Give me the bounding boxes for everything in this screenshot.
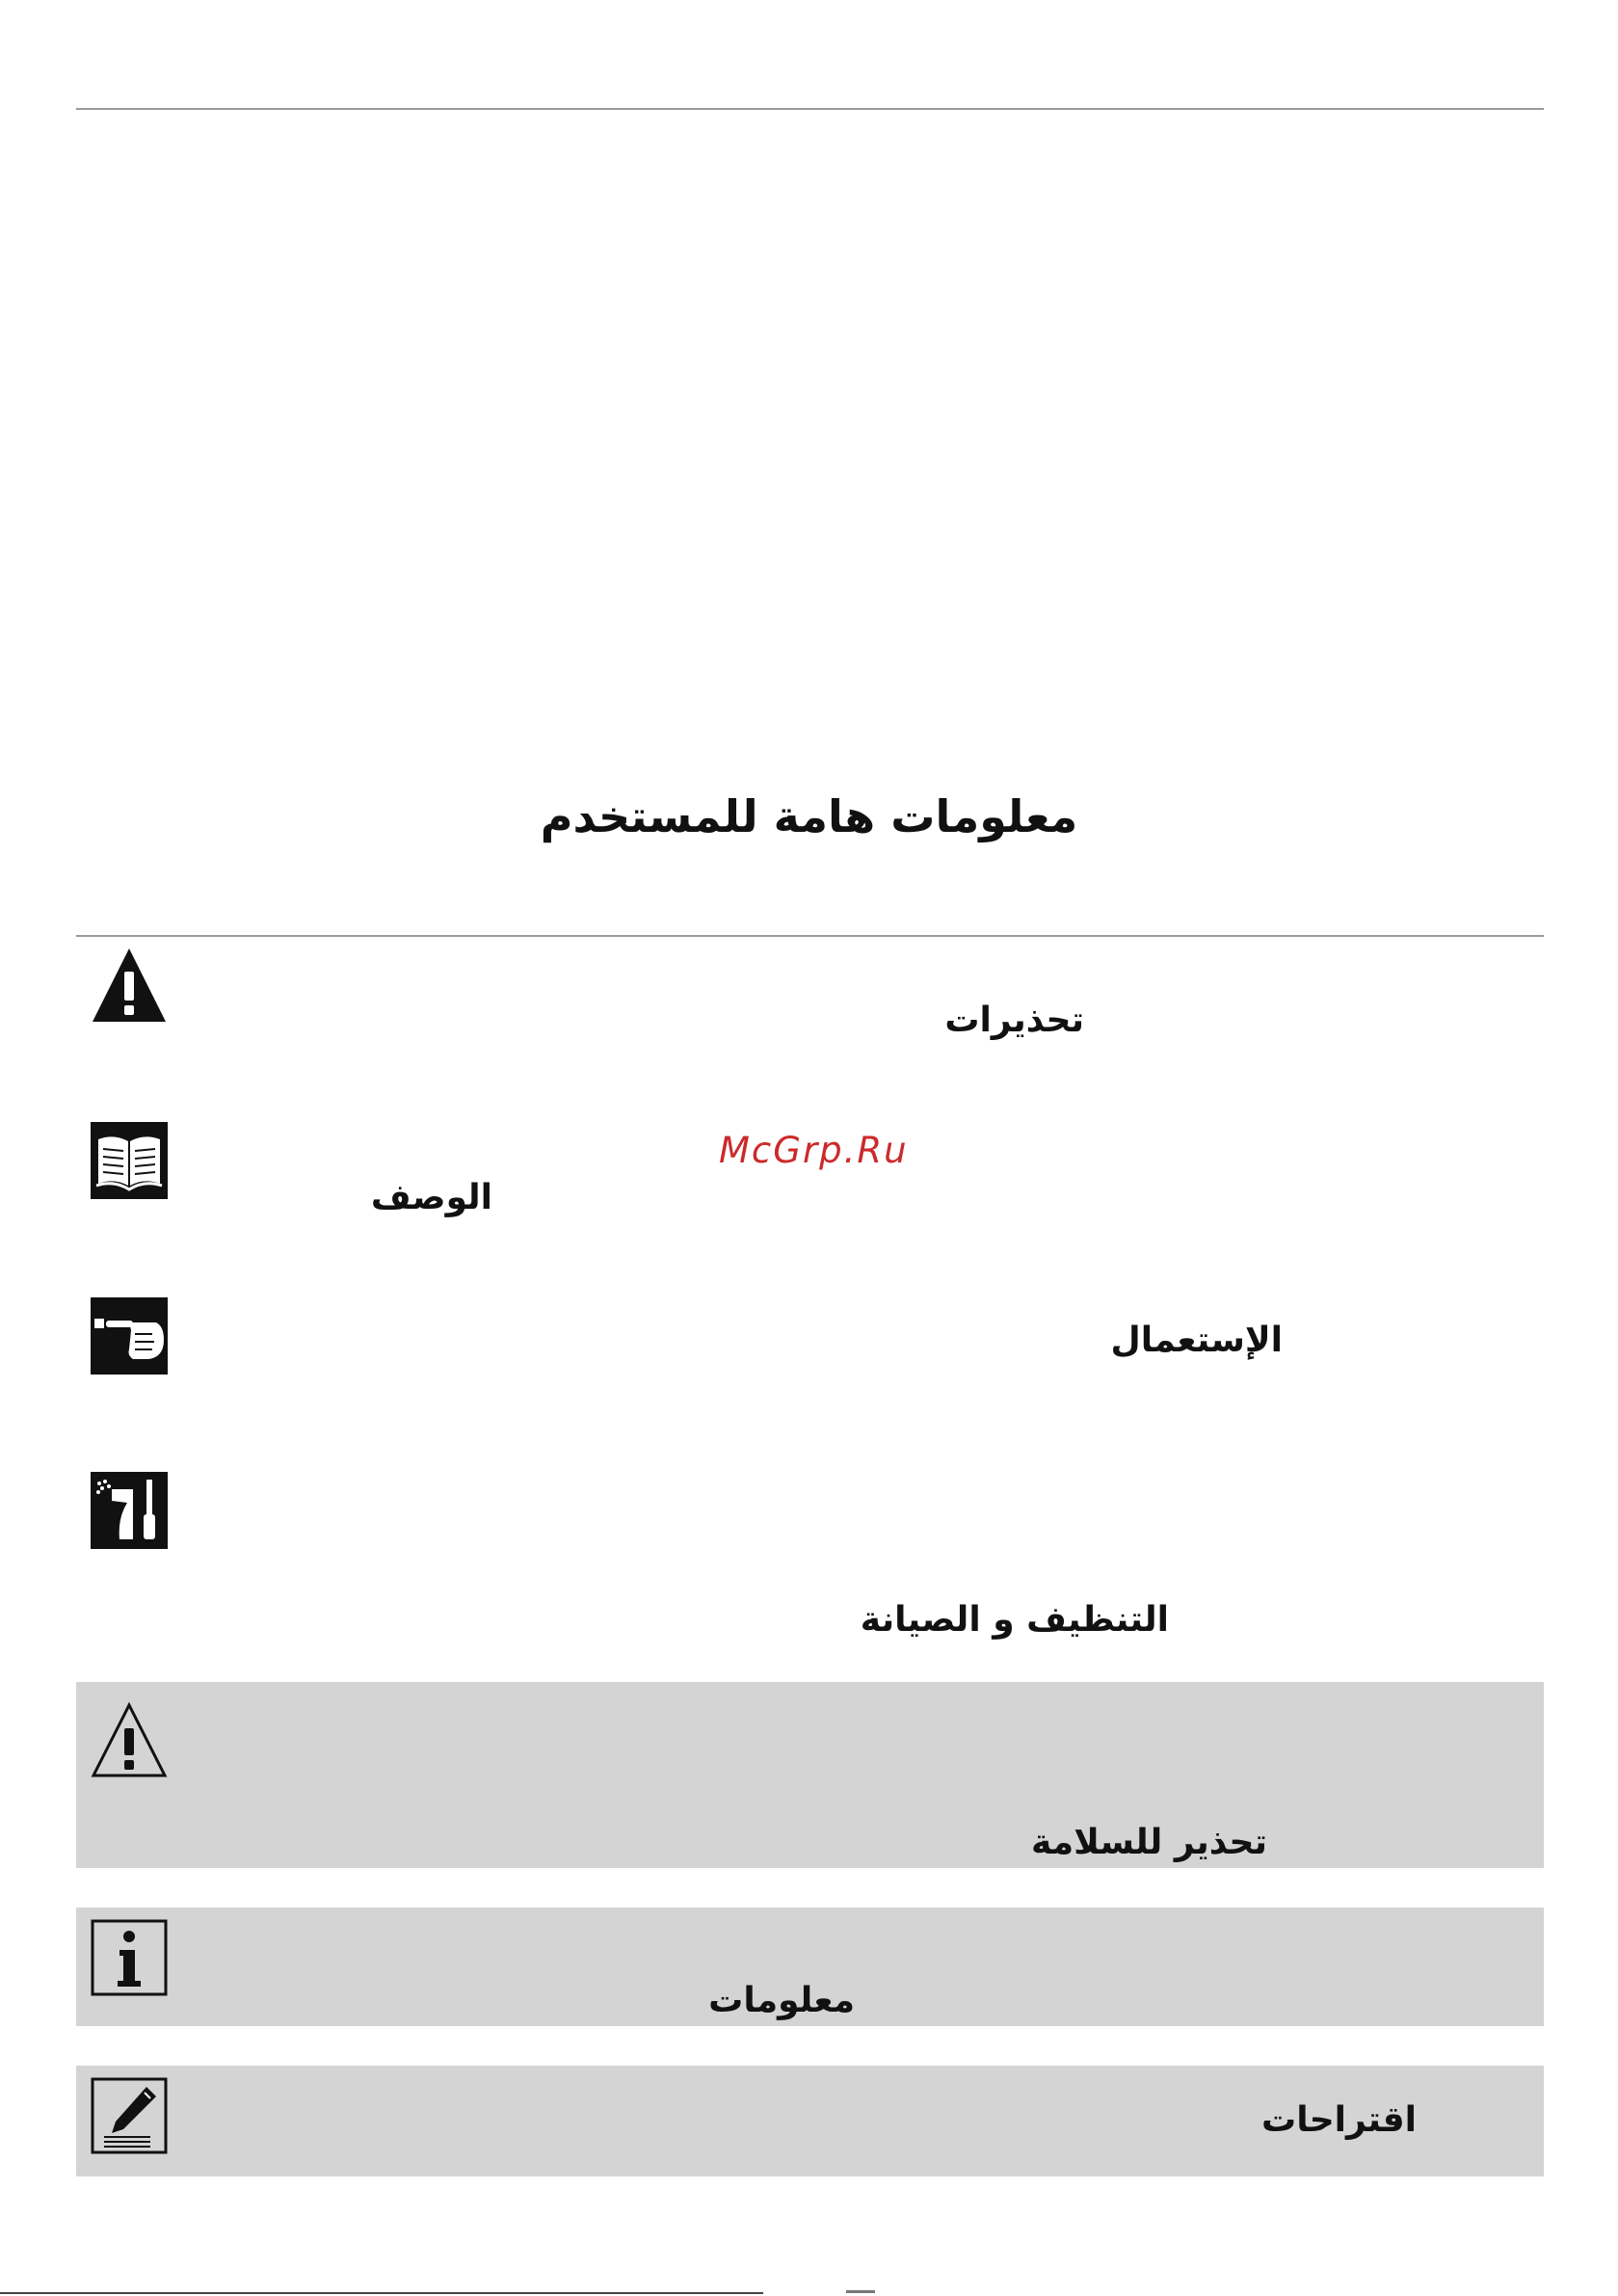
open-book-icon — [91, 1122, 168, 1199]
tips-label: اقتراحات — [1261, 2100, 1417, 2140]
information-label: معلومات — [708, 1981, 855, 2020]
section-rule — [76, 935, 1544, 937]
footer-rule — [0, 2292, 763, 2294]
page-title: معلومات هامة للمستخدم — [540, 790, 1078, 842]
legend-warnings-label: تحذيرات — [944, 1001, 1084, 1040]
info-icon — [91, 1919, 168, 1996]
top-rule — [76, 108, 1544, 110]
pointing-hand-icon — [91, 1297, 168, 1375]
legend-description-label: الوصف — [370, 1178, 492, 1217]
tips-box — [76, 2066, 1544, 2176]
information-box — [76, 1908, 1544, 2026]
pencil-note-icon — [91, 2077, 168, 2154]
warning-outline-icon — [91, 1701, 168, 1778]
safety-warning-label: تحذير للسلامة — [1030, 1823, 1267, 1862]
legend-cleaning-label: التنظيف و الصيانة — [860, 1600, 1169, 1640]
warning-triangle-icon — [91, 947, 168, 1024]
legend-use-label: الإستعمال — [1110, 1321, 1283, 1360]
cleaning-tools-icon — [91, 1472, 168, 1549]
watermark: McGrp.Ru — [719, 1130, 909, 1171]
safety-warning-box — [76, 1682, 1544, 1868]
footer-mark — [846, 2290, 875, 2293]
